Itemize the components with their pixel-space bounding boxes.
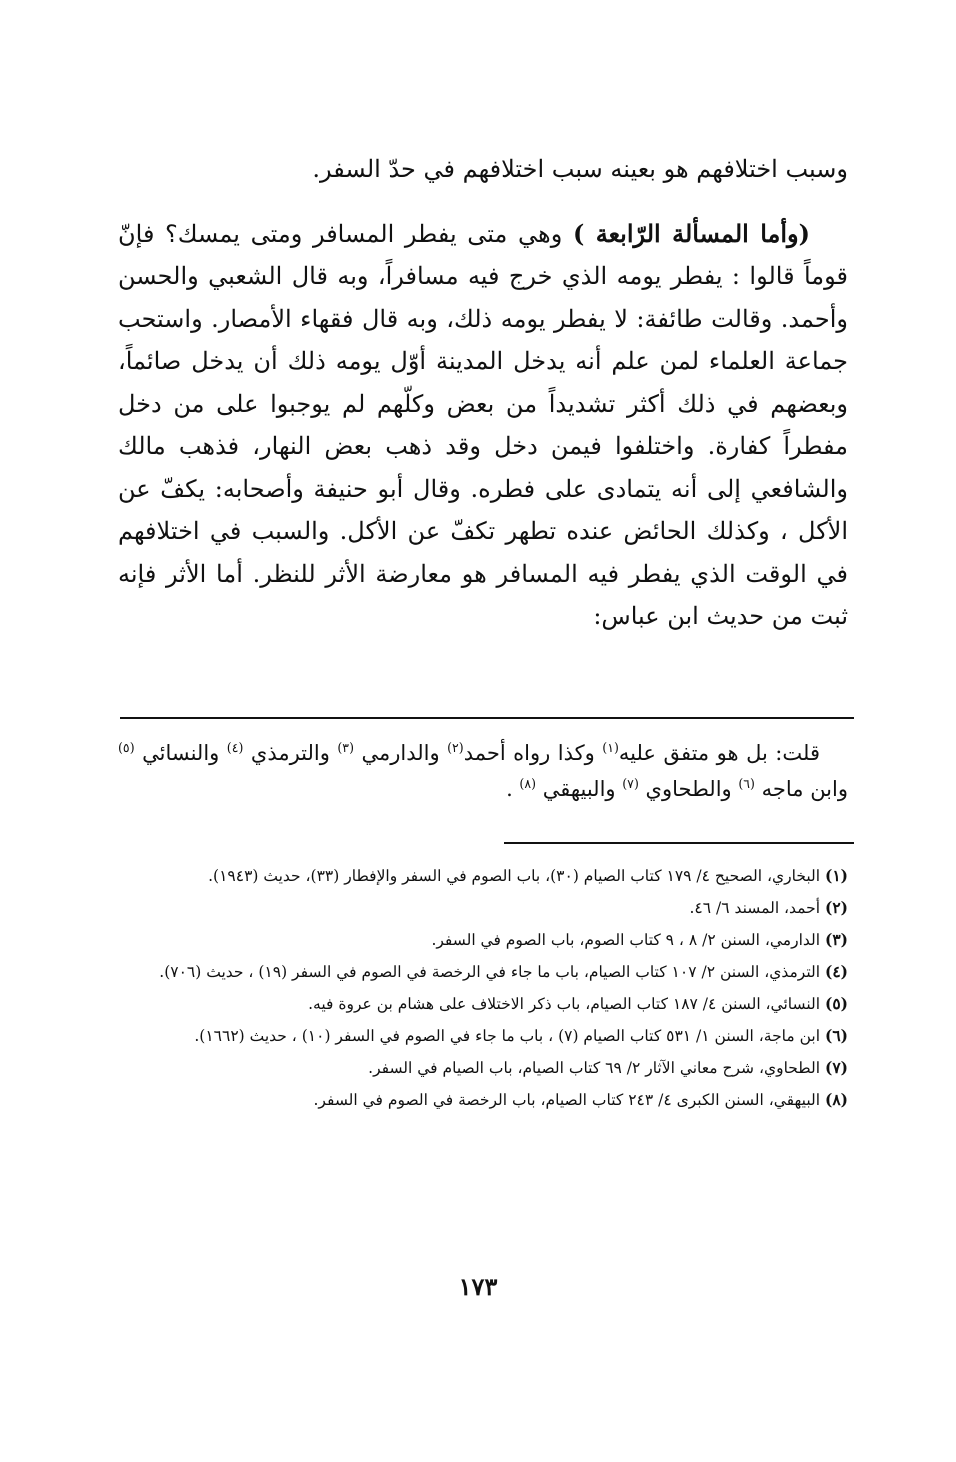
footnote-ref: (٨)	[519, 776, 537, 791]
footnote-list	[118, 860, 848, 1116]
note-segment: وابن ماجه	[754, 777, 848, 801]
footnote-text: أحمد، المسند ٦/ ٤٦.	[689, 899, 821, 917]
footnote-item	[118, 988, 848, 1020]
footnote-text: البخاري، الصحيح ٤/ ١٧٩ كتاب الصيام (٣٠)، باب الصوم في السفر والإفطار (٣٣)، حديث (١٩٤٣).	[208, 867, 821, 885]
footnote-item	[118, 1020, 848, 1052]
footnote-text: النسائي، السنن ٤/ ١٨٧ كتاب الصيام، باب ذكر الاختلاف على هشام بن عروة فيه.	[308, 995, 821, 1013]
footnote-ref: (٤)	[226, 740, 244, 755]
note-segment: والترمذي	[243, 741, 338, 765]
footnote-number: (٢)	[824, 898, 848, 917]
note-segment: والدارمي	[353, 741, 448, 765]
note-segment: والبيهقي	[536, 777, 623, 801]
note-segment: .	[506, 777, 520, 801]
footnote-number: (٧)	[824, 1058, 848, 1077]
footnote-item	[118, 1084, 848, 1116]
footnote-number: (١)	[824, 866, 848, 885]
footnote-separator	[504, 842, 854, 844]
footnote-text: البيهقي، السنن الكبرى ٤/ ٢٤٣ كتاب الصيام، باب الرخصة في الصوم في السفر.	[313, 1091, 821, 1109]
note-segment: قلت: بل هو متفق عليه	[618, 741, 820, 765]
footnote-ref: (٥)	[118, 740, 135, 755]
footnote-ref: (١)	[602, 740, 619, 755]
footnote-item	[118, 860, 848, 892]
footnote-text: الدارمي، السنن ٢/ ٨ ، ٩ كتاب الصوم، باب الصوم في السفر.	[431, 931, 821, 949]
main-text	[118, 148, 848, 638]
footnote-number: (٨)	[824, 1090, 848, 1109]
footnote-ref: (٧)	[622, 776, 639, 791]
footnote-item	[118, 956, 848, 988]
author-note	[118, 735, 848, 807]
footnote-item	[118, 892, 848, 924]
paragraph-2	[118, 213, 848, 638]
footnote-number: (٦)	[824, 1026, 848, 1045]
note-segment: والنسائي	[134, 741, 227, 765]
separator-rule	[120, 717, 854, 719]
footnote-item	[118, 1052, 848, 1084]
footnote-ref: (٢)	[447, 740, 464, 755]
footnotes	[118, 860, 848, 1116]
footnote-ref: (٣)	[337, 740, 354, 755]
paragraph-2-text: وهي متى يفطر المسافر ومتى يمسك؟ فإنّ قوماً قالوا : يفطر يومه الذي خرج فيه مسافراً، وبه قال الشعبي والحسن وأحمد. وقالت طائفة: لا يفطر يومه ذلك، وبه قال فقهاء الأمصار. واستحب جماعة العلماء لمن علم أنه يدخل المدينة أوّل يومه ذلك أن يدخل صائماً، وبعضهم في ذلك أكثر تشديداً من بعض وكلّهم لم يوجبوا على من دخل مفطراً كفارة. واختلفوا فيمن دخل وقد ذهب بعض النهار، فذهب مالك والشافعي إلى أنه يتمادى على فطره. وقال أبو حنيفة وأصحابه: يكفّ عن الأكل ، وكذلك الحائض عنده تطهر تكفّ عن الأكل. والسبب في اختلافهم في الوقت الذي يفطر فيه المسافر هو معارضة الأثر للنظر. أما الأثر فإنه ثبت من حديث ابن عباس:	[118, 219, 848, 630]
footnote-number: (٣)	[824, 930, 848, 949]
note-segment: والطحاوي	[638, 777, 739, 801]
paragraph-2-heading: (وأما المسألة الرّابعة )	[572, 218, 810, 248]
footnote-ref: (٦)	[738, 776, 755, 791]
footnote-item	[118, 924, 848, 956]
page-number: ١٧٣	[458, 1272, 498, 1301]
footnote-number: (٥)	[824, 994, 848, 1013]
footnote-number: (٤)	[824, 962, 848, 981]
note-segment: وكذا رواه أحمد	[463, 741, 603, 765]
author-note-text	[118, 735, 848, 807]
footnote-text: الطحاوي، شرح معاني الآثار ٢/ ٦٩ كتاب الصيام، باب الصيام في السفر.	[368, 1059, 821, 1077]
paragraph-1: وسبب اختلافهم هو بعينه سبب اختلافهم في حدّ السفر.	[312, 155, 848, 183]
footnote-text: ابن ماجة، السنن ١/ ٥٣١ كتاب الصيام (٧) ، باب ما جاء في الصوم في السفر (١٠) ، حديث (١٦٦٢).	[194, 1027, 821, 1045]
footnote-text: الترمذي، السنن ٢/ ١٠٧ كتاب الصيام، باب ما جاء في الرخصة في الصوم في السفر (١٩) ، حديث (٧٠٦).	[159, 963, 821, 981]
